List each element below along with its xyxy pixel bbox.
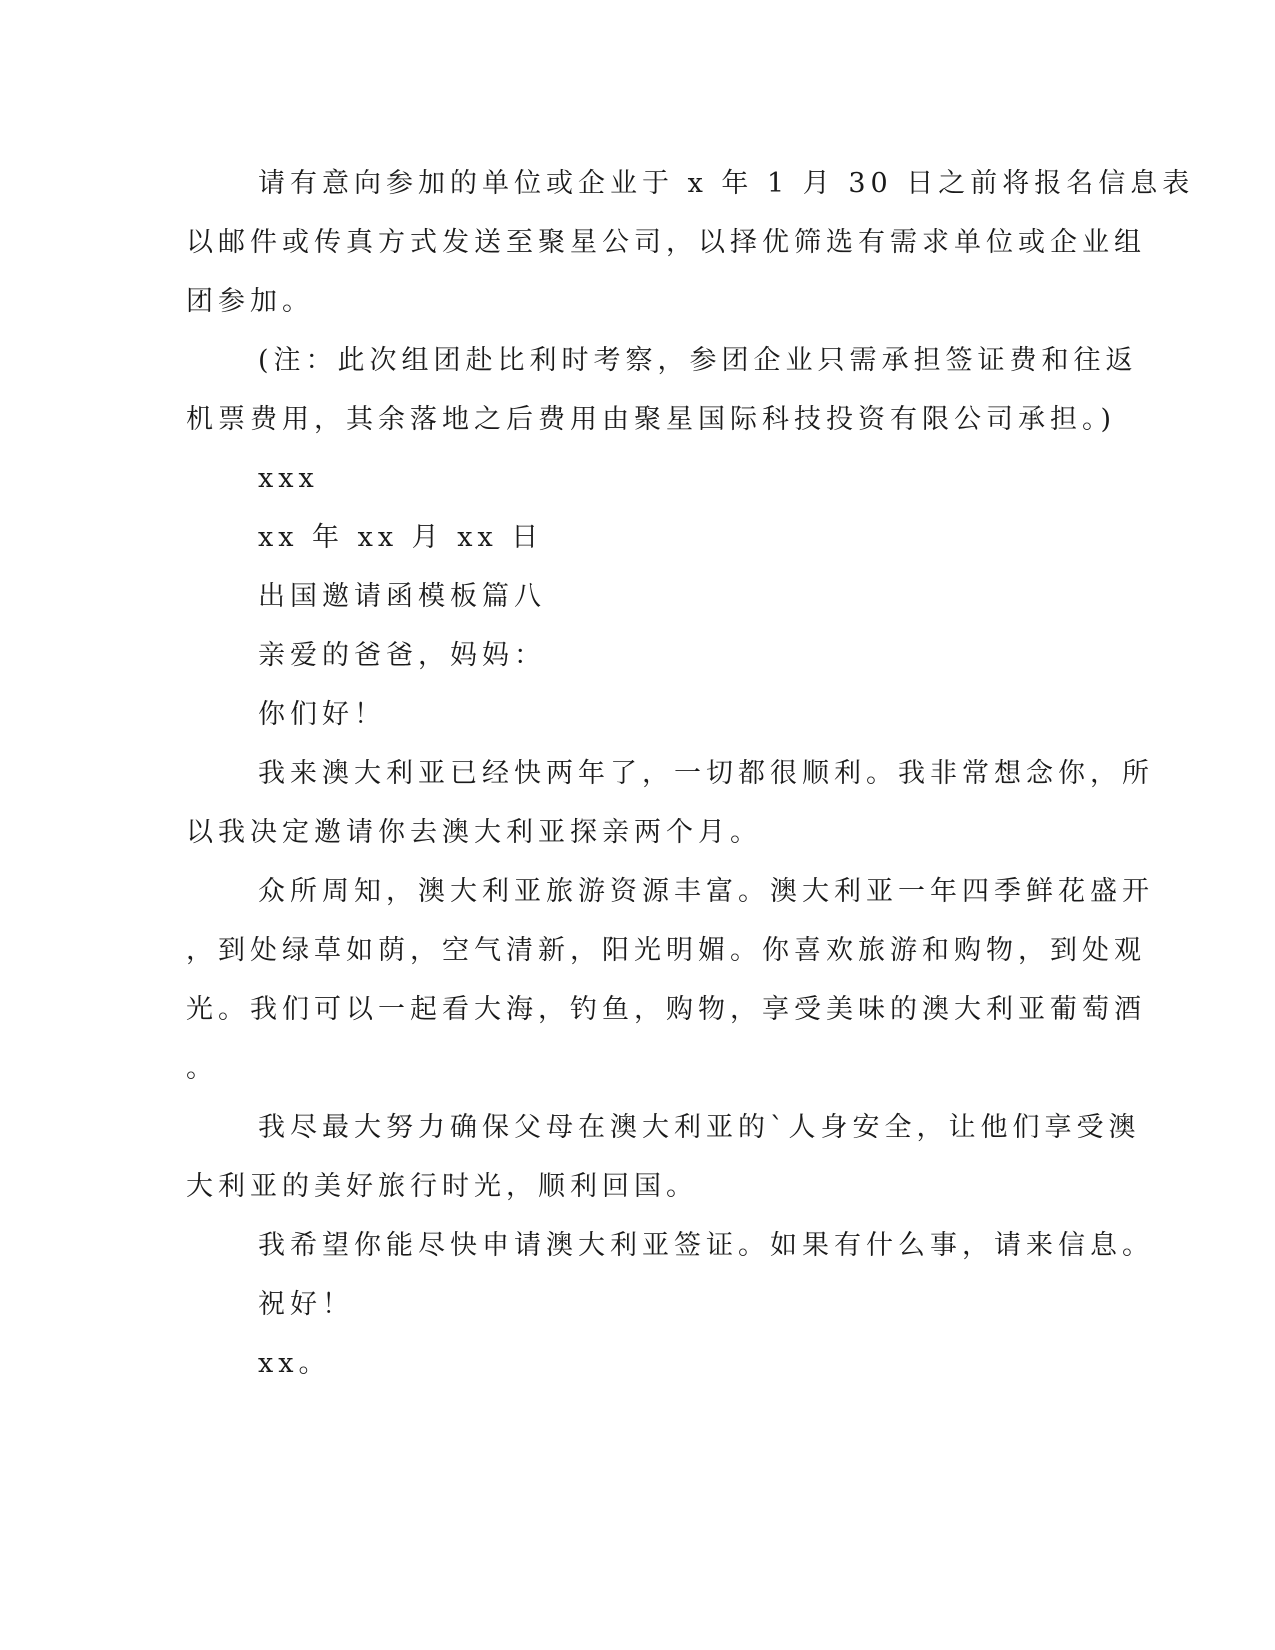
text-line: 团参加。 [186, 286, 314, 317]
text-line: (注：此次组团赴比利时考察，参团企业只需承担签证费和往返 [258, 345, 1138, 376]
sender-name: xxx [258, 463, 319, 494]
signature: xx。 [258, 1348, 331, 1379]
text-line: 以邮件或传真方式发送至聚星公司，以择优筛选有需求单位或企业组 [186, 227, 1146, 258]
section-title: 出国邀请函模板篇八 [258, 581, 546, 612]
salutation: 亲爱的爸爸，妈妈： [258, 640, 546, 671]
text-line: 以我决定邀请你去澳大利亚探亲两个月。 [186, 817, 762, 848]
text-line: 。 [186, 1053, 218, 1084]
document-body [186, 154, 1195, 1393]
closing: 祝好！ [258, 1289, 354, 1320]
text-line: 请有意向参加的单位或企业于 x 年 1 月 30 日之前将报名信息表 [258, 168, 1195, 199]
text-line: 众所周知，澳大利亚旅游资源丰富。澳大利亚一年四季鲜花盛开 [258, 876, 1154, 907]
greeting: 你们好！ [258, 699, 386, 730]
text-line: 光。我们可以一起看大海，钓鱼，购物，享受美味的澳大利亚葡萄酒 [186, 994, 1146, 1025]
letter-date: xx 年 xx 月 xx 日 [258, 522, 544, 553]
text-line: 机票费用，其余落地之后费用由聚星国际科技投资有限公司承担。) [186, 404, 1117, 435]
text-line: 我希望你能尽快申请澳大利亚签证。如果有什么事，请来信息。 [258, 1230, 1154, 1261]
text-line: 大利亚的美好旅行时光，顺利回国。 [186, 1171, 698, 1202]
text-line: 我尽最大努力确保父母在澳大利亚的`人身安全，让他们享受澳 [258, 1112, 1141, 1143]
text-line: ，到处绿草如荫，空气清新，阳光明媚。你喜欢旅游和购物，到处观 [186, 935, 1146, 966]
text-line: 我来澳大利亚已经快两年了，一切都很顺利。我非常想念你，所 [258, 758, 1154, 789]
